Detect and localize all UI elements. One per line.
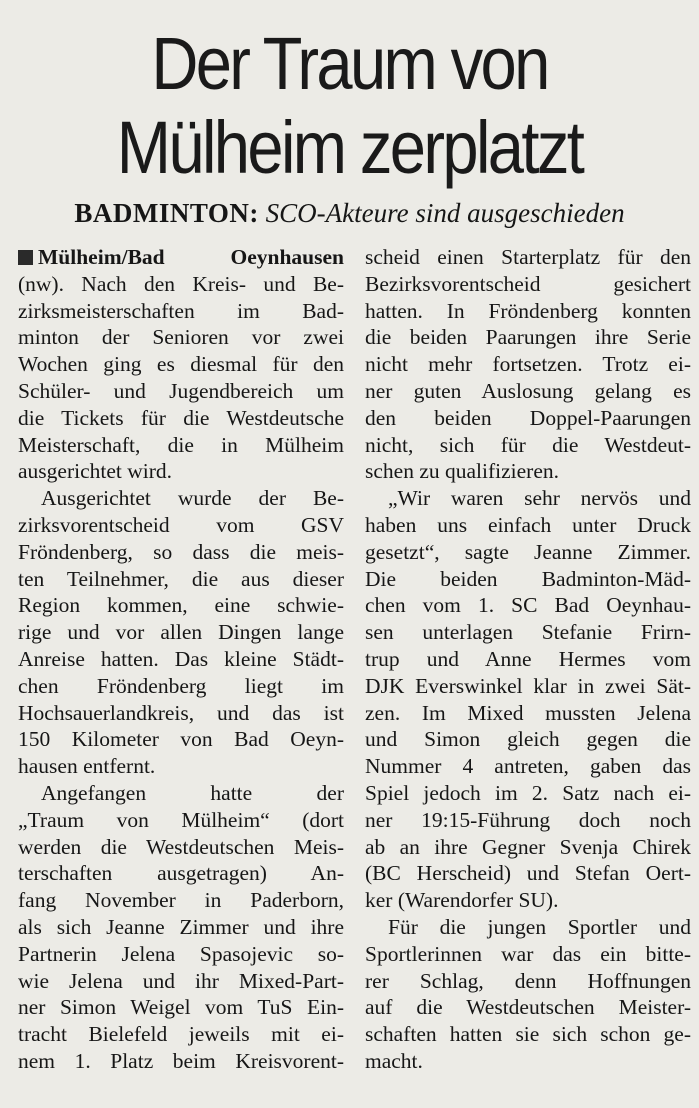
bullet-square-icon bbox=[18, 250, 33, 265]
article-line: Region kommen, eine schwie- bbox=[18, 593, 344, 618]
article-line: DJK Everswinkel klar in zwei Sät- bbox=[365, 673, 691, 698]
article-line: chen vom 1. SC Bad Oeynhau- bbox=[365, 593, 691, 618]
article-line: Anreise hatten. Das kleine Städt- bbox=[18, 646, 344, 671]
article-line: gesetzt“, sagte Jeanne Zimmer. bbox=[365, 539, 691, 564]
article-line: Meisterschaft, die in Mülheim bbox=[18, 432, 344, 457]
article-line: werden die Westdeutschen Meis- bbox=[18, 834, 344, 859]
article-line: Sportlerinnen war das ein bitte- bbox=[365, 941, 691, 966]
article-line: „Traum von Mülheim“ (dort bbox=[18, 807, 344, 832]
article-line: (nw). Nach den Kreis- und Be- bbox=[18, 271, 344, 296]
article-line: Wochen ging es diesmal für den bbox=[18, 352, 344, 377]
article-line: Spiel jedoch im 2. Satz nach ei- bbox=[365, 780, 691, 805]
article-line: fang November in Paderborn, bbox=[18, 888, 344, 913]
article-line: chen Fröndenberg liegt im bbox=[18, 673, 344, 698]
article-line: als sich Jeanne Zimmer und ihre bbox=[18, 914, 344, 939]
article-line: tracht Bielefeld jeweils mit ei- bbox=[18, 1022, 344, 1047]
article-line: ab an ihre Gegner Svenja Chirek bbox=[365, 834, 691, 859]
article-line: Ausgerichtet wurde der Be- bbox=[41, 486, 344, 511]
article-line: die beiden Paarungen ihre Serie bbox=[365, 325, 691, 350]
subheadline-deck: SCO-Akteure sind ausgeschieden bbox=[265, 198, 625, 228]
headline-line-1: Der Traum von bbox=[151, 22, 548, 105]
article-line: Die beiden Badminton-Mäd- bbox=[365, 566, 691, 591]
article-line: terschaften ausgetragen) An- bbox=[18, 861, 344, 886]
article-line: die Tickets für die Westdeutsche bbox=[18, 405, 344, 430]
article-line: hausen entfernt. bbox=[18, 754, 156, 779]
headline bbox=[42, 22, 657, 190]
article-line: auf die Westdeutschen Meister- bbox=[365, 995, 691, 1020]
article-line: ner 19:15-Führung doch noch bbox=[365, 807, 691, 832]
article-line: hatten. In Fröndenberg konnten bbox=[365, 298, 691, 323]
article-line: nicht, sich für die Westdeut- bbox=[365, 432, 691, 457]
article-line: nicht mehr fortsetzen. Trotz ei- bbox=[365, 352, 691, 377]
article-line: Schüler- und Jugendbereich um bbox=[18, 378, 344, 403]
article-line: Für die jungen Sportler und bbox=[388, 914, 691, 939]
article-line: ner Simon Weigel vom TuS Ein- bbox=[18, 995, 344, 1020]
article-line: scheid einen Starterplatz für den bbox=[365, 245, 691, 269]
article-line: 150 Kilometer von Bad Oeyn- bbox=[18, 727, 344, 752]
article-line: Bezirksvorentscheid gesichert bbox=[365, 271, 691, 296]
article-line: zirksvorentscheid vom GSV bbox=[18, 512, 344, 537]
article-line: wie Jelena und ihr Mixed-Part- bbox=[18, 968, 344, 993]
headline-line-2: Mülheim zerplatzt bbox=[116, 106, 583, 189]
article-column-left bbox=[18, 244, 344, 1075]
article-line: Nummer 4 antreten, gaben das bbox=[365, 754, 691, 779]
article-line: zirksmeisterschaften im Bad- bbox=[18, 298, 344, 323]
dateline: Mülheim/Bad Oeynhausen bbox=[38, 245, 344, 269]
article-column-right bbox=[365, 244, 691, 1075]
article-line: Partnerin Jelena Spasojevic so- bbox=[18, 941, 344, 966]
article-line: ten Teilnehmer, die aus dieser bbox=[18, 566, 344, 591]
article-line: sen unterlagen Stefanie Frirn- bbox=[365, 620, 691, 645]
section-kicker: BADMINTON: bbox=[74, 198, 259, 228]
article-line: minton der Senioren vor zwei bbox=[18, 325, 344, 350]
article-line: trup und Anne Hermes vom bbox=[365, 646, 691, 671]
article-line: (BC Herscheid) und Stefan Oert- bbox=[365, 861, 691, 886]
article-line: schaften hatten sie sich schon ge- bbox=[365, 1022, 691, 1047]
article-line: haben uns einfach unter Druck bbox=[365, 512, 691, 537]
article-line: schen zu qualifizieren. bbox=[365, 459, 560, 484]
subheadline bbox=[0, 196, 699, 230]
article-line: „Wir waren sehr nervös und bbox=[388, 486, 691, 511]
article-line: Angefangen hatte der bbox=[41, 780, 344, 805]
article-line: ker (Warendorfer SU). bbox=[365, 888, 559, 913]
article-line: den beiden Doppel-Paarungen bbox=[365, 405, 691, 430]
article-line: rige und vor allen Dingen lange bbox=[18, 620, 344, 645]
article-line: Hochsauerlandkreis, und das ist bbox=[18, 700, 344, 725]
article-line: zen. Im Mixed mussten Jelena bbox=[365, 700, 691, 725]
article-line: ausgerichtet wird. bbox=[18, 459, 173, 484]
article-line: ner guten Auslosung gelang es bbox=[365, 378, 691, 403]
article-line: macht. bbox=[365, 1048, 423, 1073]
article-line: und Simon gleich gegen die bbox=[365, 727, 691, 752]
article-line bbox=[18, 244, 344, 271]
article-line: Fröndenberg, so dass die meis- bbox=[18, 539, 344, 564]
article-line: rer Schlag, denn Hoffnungen bbox=[365, 968, 691, 993]
article-line: nem 1. Platz beim Kreisvorent- bbox=[18, 1048, 344, 1073]
